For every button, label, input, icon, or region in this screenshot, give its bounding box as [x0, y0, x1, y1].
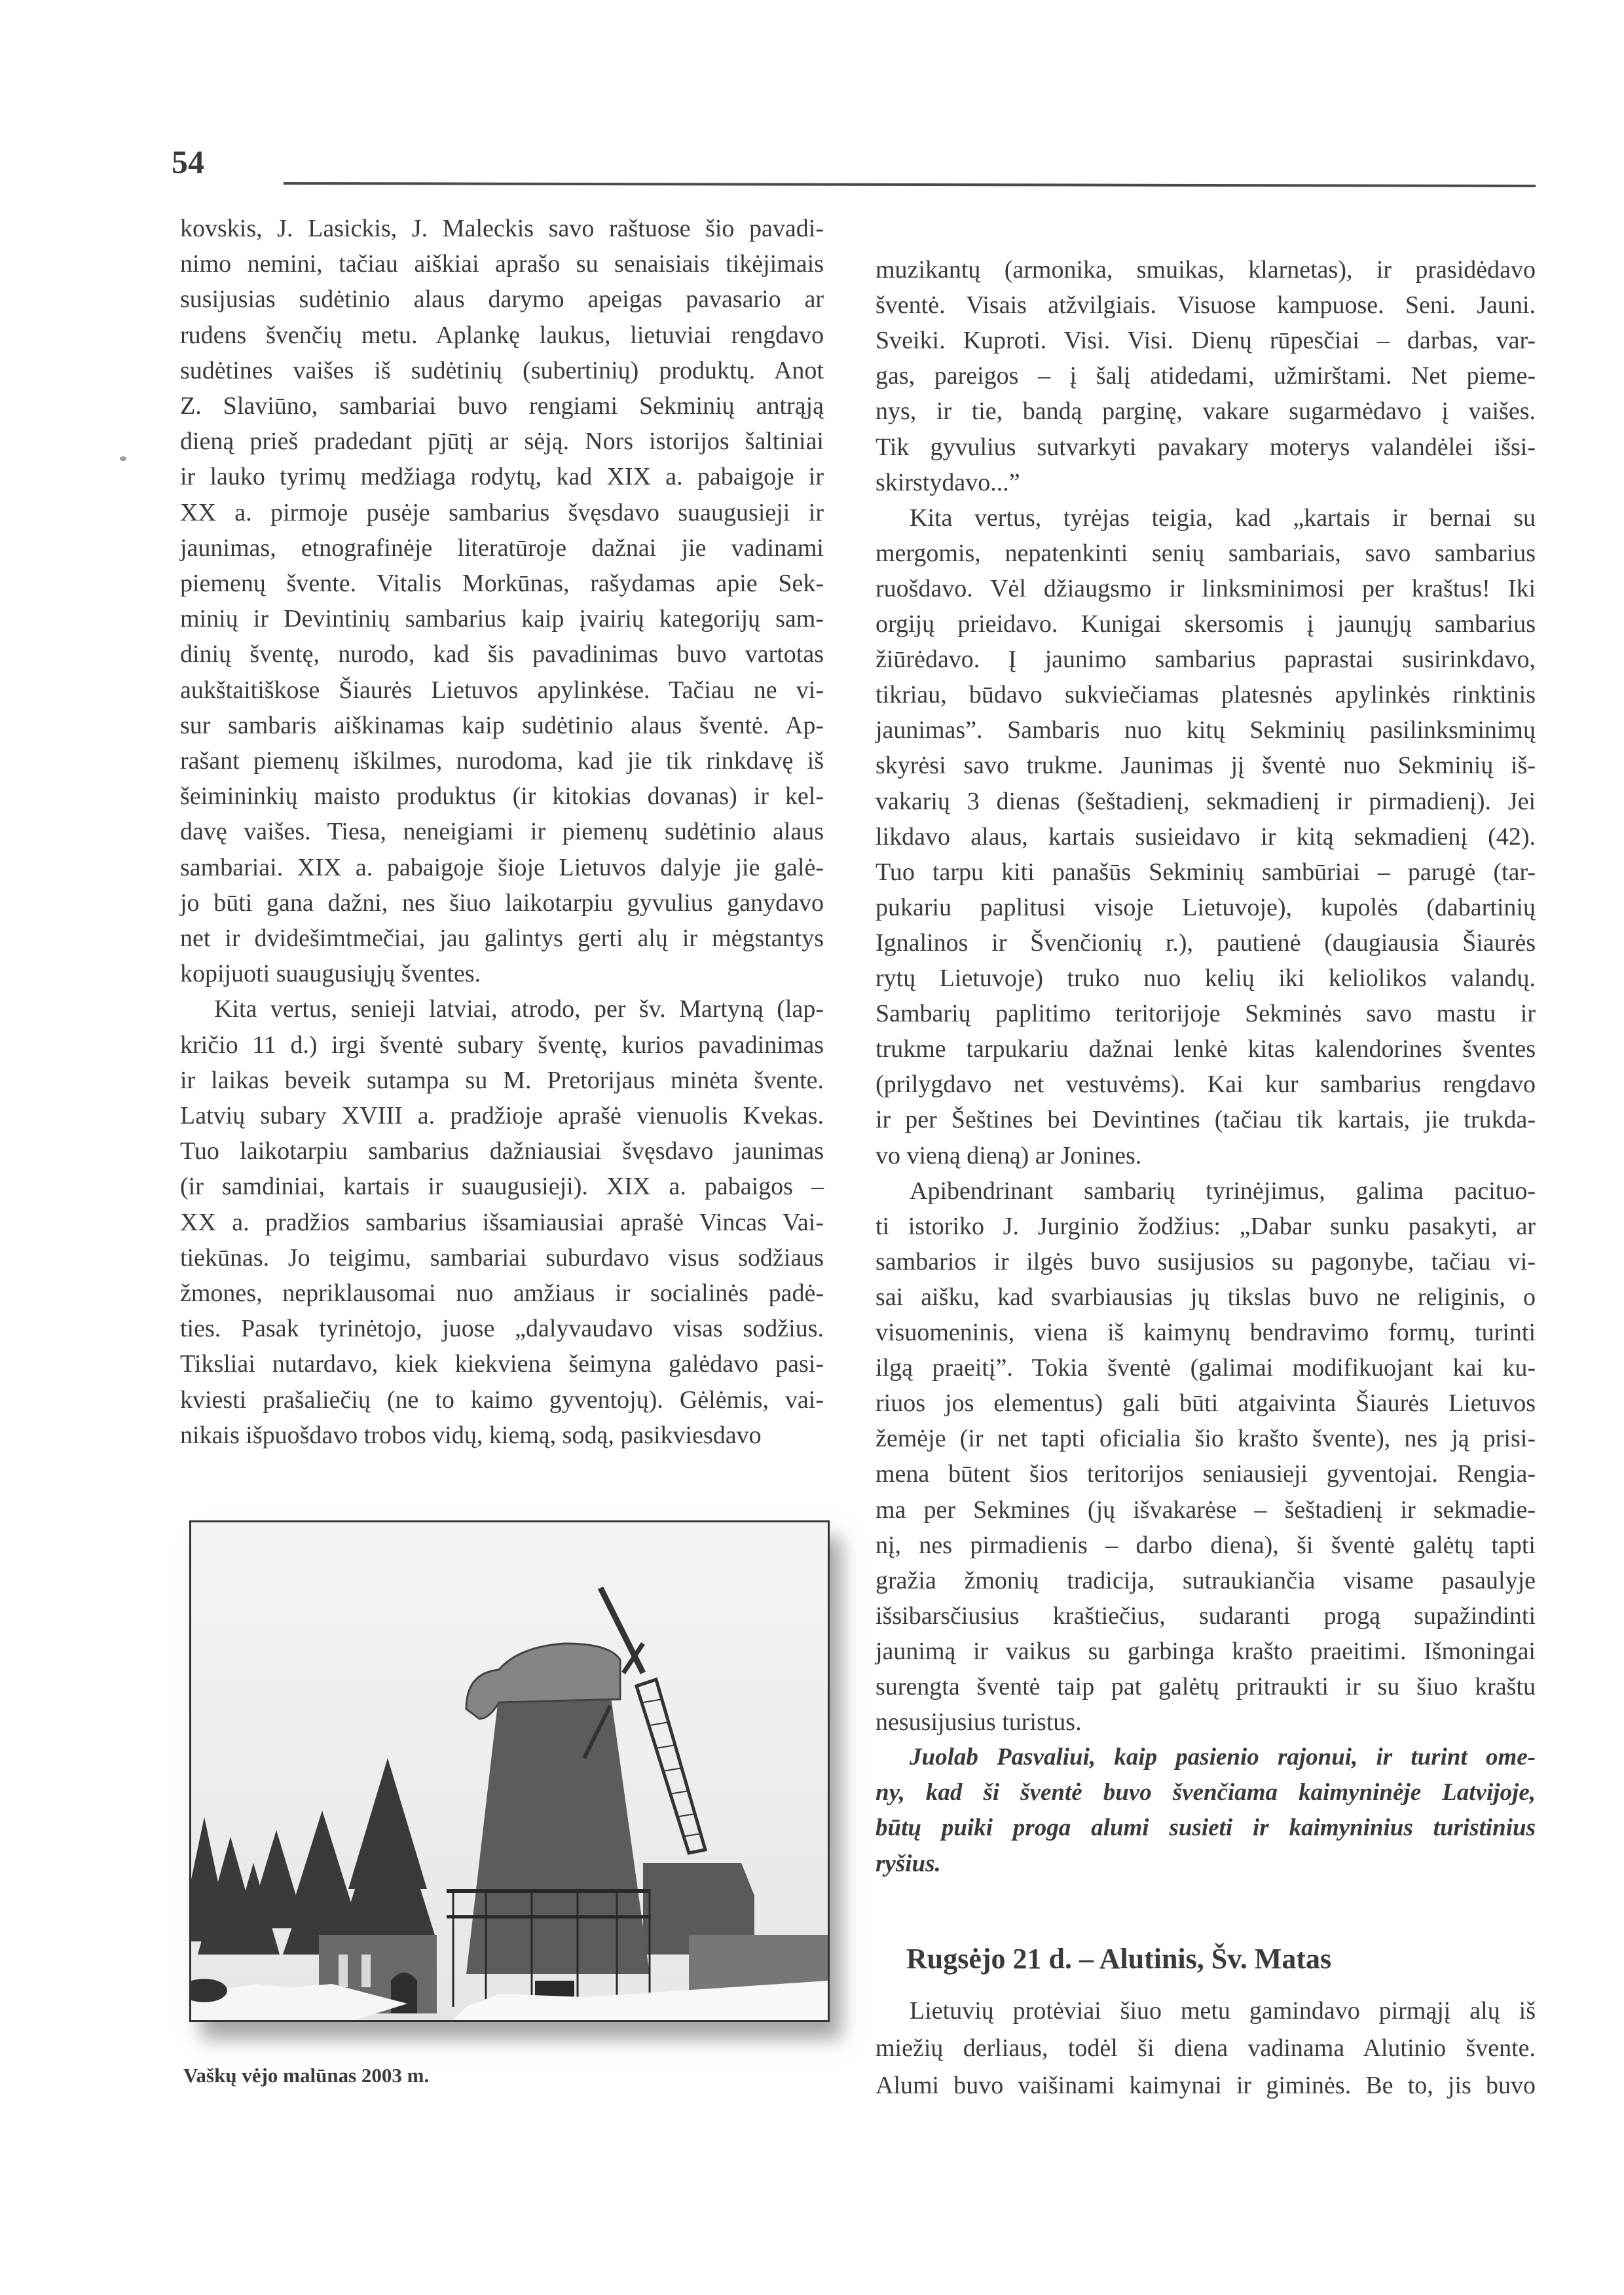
- text-line: ir laikas beveik sutampa su M. Pretorijaus minėta švente.: [180, 1066, 824, 1094]
- text-line: tiekūnas. Jo teigimu, sambariai suburdavo visus sodžiaus: [180, 1243, 824, 1272]
- text-line: skirstydavo...”: [876, 468, 1020, 496]
- text-line: piemenų švente. Vitalis Morkūnas, rašydamas apie Sek-: [180, 570, 824, 597]
- text-line: išsibarsčiusius kraštiečius, sudaranti progą supažindinti: [876, 1602, 1536, 1630]
- text-line: Lietuvių protėviai šiuo metu gamindavo pirmąjį alų iš: [910, 1997, 1536, 2025]
- text-line: ir lauko tyrimų medžiaga rodytų, kad XIX a. pabaigoje ir: [180, 463, 824, 491]
- text-line: ryšius.: [876, 1850, 941, 1877]
- text-line: Latvių subary XVIII a. pradžioje aprašė vienuolis Kvekas.: [180, 1102, 824, 1129]
- text-line: Apibendrinant sambarių tyrinėjimus, galima pacituo-: [910, 1177, 1536, 1205]
- text-line: vo vieną dieną) ar Jonines.: [876, 1141, 1142, 1169]
- text-line: Tuo tarpu kiti panašūs Sekminių sambūriai – parugė (tar-: [876, 858, 1536, 886]
- text-line: orgijų prieidavo. Kunigai skersomis į jaunųjų sambarius: [876, 610, 1536, 638]
- text-line: XX a. pradžios sambarius išsamiausiai aprašė Vincas Vai-: [180, 1208, 824, 1236]
- text-line: jo būti gana dažni, nes šiuo laikotarpiu gyvulius ganydavo: [180, 889, 824, 917]
- text-line: žiūrėdavo. Į jaunimo sambarius paprastai susirinkdavo,: [876, 646, 1536, 674]
- text-line: Kita vertus, tyrėjas teigia, kad „kartais ir bernai su: [910, 504, 1536, 532]
- windmill-image: [191, 1522, 828, 2020]
- windmill-photo: [189, 1520, 830, 2022]
- text-line: nimo nemini, tačiau aiškiai aprašo su senaisiais tikėjimais: [180, 250, 824, 278]
- text-line: tikriau, būdavo sukviečiamas platesnės apylinkės rinktinis: [876, 681, 1536, 709]
- text-line: Sveiki. Kuproti. Visi. Visi. Dienų rūpesčiai – darbas, var-: [876, 327, 1536, 355]
- text-line: mena būtent šios teritorijos seniausieji gyventojai. Rengia-: [876, 1460, 1536, 1488]
- text-line: jaunimą ir vaikus su garbinga krašto praeitimi. Išmoningai: [876, 1637, 1536, 1665]
- text-line: XX a. pirmoje pusėje sambarius švęsdavo suaugusieji ir: [180, 498, 824, 526]
- text-line: šeimininkių maisto produktus (ir kitokias dovanas) ir kel-: [180, 782, 824, 811]
- text-line: muzikantų (armonika, smuikas, klarnetas), ir prasidėdavo: [876, 256, 1536, 284]
- text-line: kovskis, J. Lasickis, J. Maleckis savo raštuose šio pavadi-: [180, 215, 824, 242]
- header-rule: [284, 182, 1536, 187]
- text-line: pukariu paplitusi visoje Lietuvoje), kupolės (dabartinių: [876, 893, 1536, 921]
- text-line: aukštaitiškose Šiaurės Lietuvos apylinkėse. Tačiau ne vi-: [180, 676, 824, 704]
- text-line: Tuo laikotarpiu sambarius dažniausiai švęsdavo jaunimas: [180, 1137, 824, 1166]
- text-line: Juolab Pasvaliui, kaip pasienio rajonui, ir turint ome-: [910, 1744, 1536, 1771]
- text-line: ilgą praeitį”. Tokia šventė (galimai modifikuojant kai ku-: [876, 1354, 1536, 1382]
- text-line: likdavo alaus, kartais susieidavo ir kitą sekmadienį (42).: [876, 822, 1536, 851]
- text-line: ti istoriko J. Jurginio žodžius: „Dabar sunku pasakyti, ar: [876, 1212, 1536, 1240]
- text-line: dieną prieš pradedant pjūtį ar sėją. Nors istorijos šaltiniai: [180, 428, 824, 456]
- text-line: dinių šventę, nurodo, kad šis pavadinimas buvo vartotas: [180, 640, 824, 669]
- text-line: gas, pareigos – į šalį atidedami, užmirštami. Net pieme-: [876, 362, 1536, 390]
- text-line: sudėtines vaišes iš sudėtinių (subertinių) produktų. Anot: [180, 356, 824, 384]
- text-line: jaunimas, etnografinėje literatūroje dažnai jie vadinami: [180, 534, 824, 562]
- text-line: nį, nes pirmadienis – darbo diena), ši šventė galėtų tapti: [876, 1531, 1536, 1559]
- text-line: (prilygdavo net vestuvėms). Kai kur sambarius rengdavo: [876, 1071, 1536, 1099]
- text-line: vakarių 3 dienas (šeštadienį, sekmadienį ir pirmadienį). Jei: [876, 787, 1536, 815]
- text-line: kričio 11 d.) irgi šventė subary šventę, kurios pavadinimas: [180, 1031, 824, 1059]
- text-line: miežių derliaus, todėl ši diena vadinama Alutinio švente.: [876, 2034, 1536, 2062]
- text-line: ir per Šeštines bei Devintines (tačiau tik kartais, jie trukda-: [876, 1106, 1536, 1134]
- text-line: nys, ir tie, bandą parginę, vakare sugarmėdavo į vaišes.: [876, 397, 1536, 426]
- text-line: Alumi buvo vaišinami kaimynai ir giminės. Be to, jis buvo: [876, 2072, 1536, 2099]
- text-line: susijusias sudėtinio alaus darymo apeigas pavasario ar: [180, 285, 824, 314]
- text-line: ny, kad ši šventė buvo švenčiama kaimyninėje Latvijoje,: [876, 1779, 1536, 1807]
- section-heading: Rugsėjo 21 d. – Alutinis, Šv. Matas: [906, 1943, 1332, 1975]
- text-line: riuos jos elementus) gali būti atgaivinta Šiaurės Lietuvos: [876, 1389, 1536, 1418]
- text-line: kopijuoti suaugusiųjų šventes.: [180, 960, 481, 988]
- text-line: nesusijusius turistus.: [876, 1708, 1082, 1736]
- text-line: trukme tarpukariu dažnai lenkė kitas kalendorines šventes: [876, 1035, 1536, 1063]
- text-line: surengta šventė taip pat galėtų pritraukti ir su šiuo kraštu: [876, 1673, 1536, 1700]
- text-line: sambariai. XIX a. pabaigoje šioje Lietuvos dalyje jie galė-: [180, 853, 824, 881]
- text-line: ties. Pasak tyrinėtojo, juose „dalyvaudavo visas sodžius.: [180, 1315, 824, 1343]
- text-line: jaunimas”. Sambaris nuo kitų Sekminių pasilinksminimų: [876, 716, 1536, 744]
- text-line: Tiksliai nutardavo, kiek kiekviena šeimyna galėdavo pasi-: [180, 1350, 824, 1378]
- text-line: Z. Slaviūno, sambariai buvo rengiami Sekminių antrąją: [180, 392, 824, 420]
- text-line: būtų puiki proga alumi susieti ir kaimyninius turistinius: [876, 1814, 1536, 1842]
- text-line: rytų Lietuvoje) truko nuo kelių iki keliolikos valandų.: [876, 964, 1536, 992]
- text-line: sambarios ir ilgės buvo susijusios su pagonybe, tačiau vi-: [876, 1247, 1536, 1276]
- text-line: žmones, nepriklausomai nuo amžiaus ir socialinės padė-: [180, 1279, 824, 1307]
- page-number: 54: [172, 143, 204, 180]
- scan-speck: [120, 456, 126, 461]
- text-line: žemėje (ir net tapti oficialia šio krašto švente), nes ją prisi-: [876, 1425, 1536, 1453]
- text-line: šventė. Visais atžvilgiais. Visuose kampuose. Seni. Jauni.: [876, 291, 1536, 320]
- text-line: rašant piemenų iškilmes, nurodoma, kad jie tik rinkdavę iš: [180, 747, 824, 775]
- text-line: ma per Sekmines (jų išvakarėse – šeštadienį ir sekmadie-: [876, 1496, 1536, 1524]
- text-line: rudens švenčių metu. Aplankę laukus, lietuviai rengdavo: [180, 321, 824, 349]
- text-line: minių ir Devintinių sambarius kaip įvairių kategorijų sam-: [180, 605, 824, 633]
- text-line: visuomeninis, viena iš kaimynų bendravimo formų, turinti: [876, 1319, 1536, 1346]
- text-line: sur sambaris aiškinamas kaip sudėtinio alaus šventė. Ap-: [180, 711, 824, 739]
- text-line: mergomis, nepatenkinti senių sambariais, savo sambarius: [876, 539, 1536, 567]
- text-line: nikais išpuošdavo trobos vidų, kiemą, sodą, pasikviesdavo: [180, 1421, 762, 1449]
- text-line: Sambarių paplitimo teritorijoje Sekminės savo mastu ir: [876, 1000, 1536, 1028]
- text-line: ruošdavo. Vėl džiaugsmo ir linksminimosi per kraštus! Iki: [876, 574, 1536, 602]
- text-line: sai aišku, kad svarbiausias jų tikslas buvo ne religinis, o: [876, 1283, 1536, 1311]
- text-line: Ignalinos ir Švenčionių r.), pautienė (daugiausia Šiaurės: [876, 928, 1536, 957]
- figure-caption: Vaškų vėjo malūnas 2003 m.: [183, 2064, 430, 2087]
- text-line: Tik gyvulius sutvarkyti pavakary moterys valandėlei išsi-: [876, 433, 1536, 461]
- text-line: net ir dvidešimtmečiai, jau galintys gerti alų ir mėgstantys: [180, 925, 824, 952]
- text-line: (ir samdiniai, kartais ir suaugusieji). XIX a. pabaigos –: [180, 1173, 824, 1201]
- text-line: davę vaišes. Tiesa, neneigiami ir piemenų sudėtinio alaus: [180, 818, 824, 846]
- text-line: gražia žmonių tradicija, sutraukiančia visame pasaulyje: [876, 1566, 1536, 1594]
- text-line: Kita vertus, senieji latviai, atrodo, per šv. Martyną (lap-: [214, 995, 824, 1023]
- text-line: kviesti prašaliečių (ne to kaimo gyventojų). Gėlėmis, vai-: [180, 1386, 824, 1414]
- text-line: skyrėsi savo trukme. Jaunimas jį šventė nuo Sekminių iš-: [876, 752, 1536, 780]
